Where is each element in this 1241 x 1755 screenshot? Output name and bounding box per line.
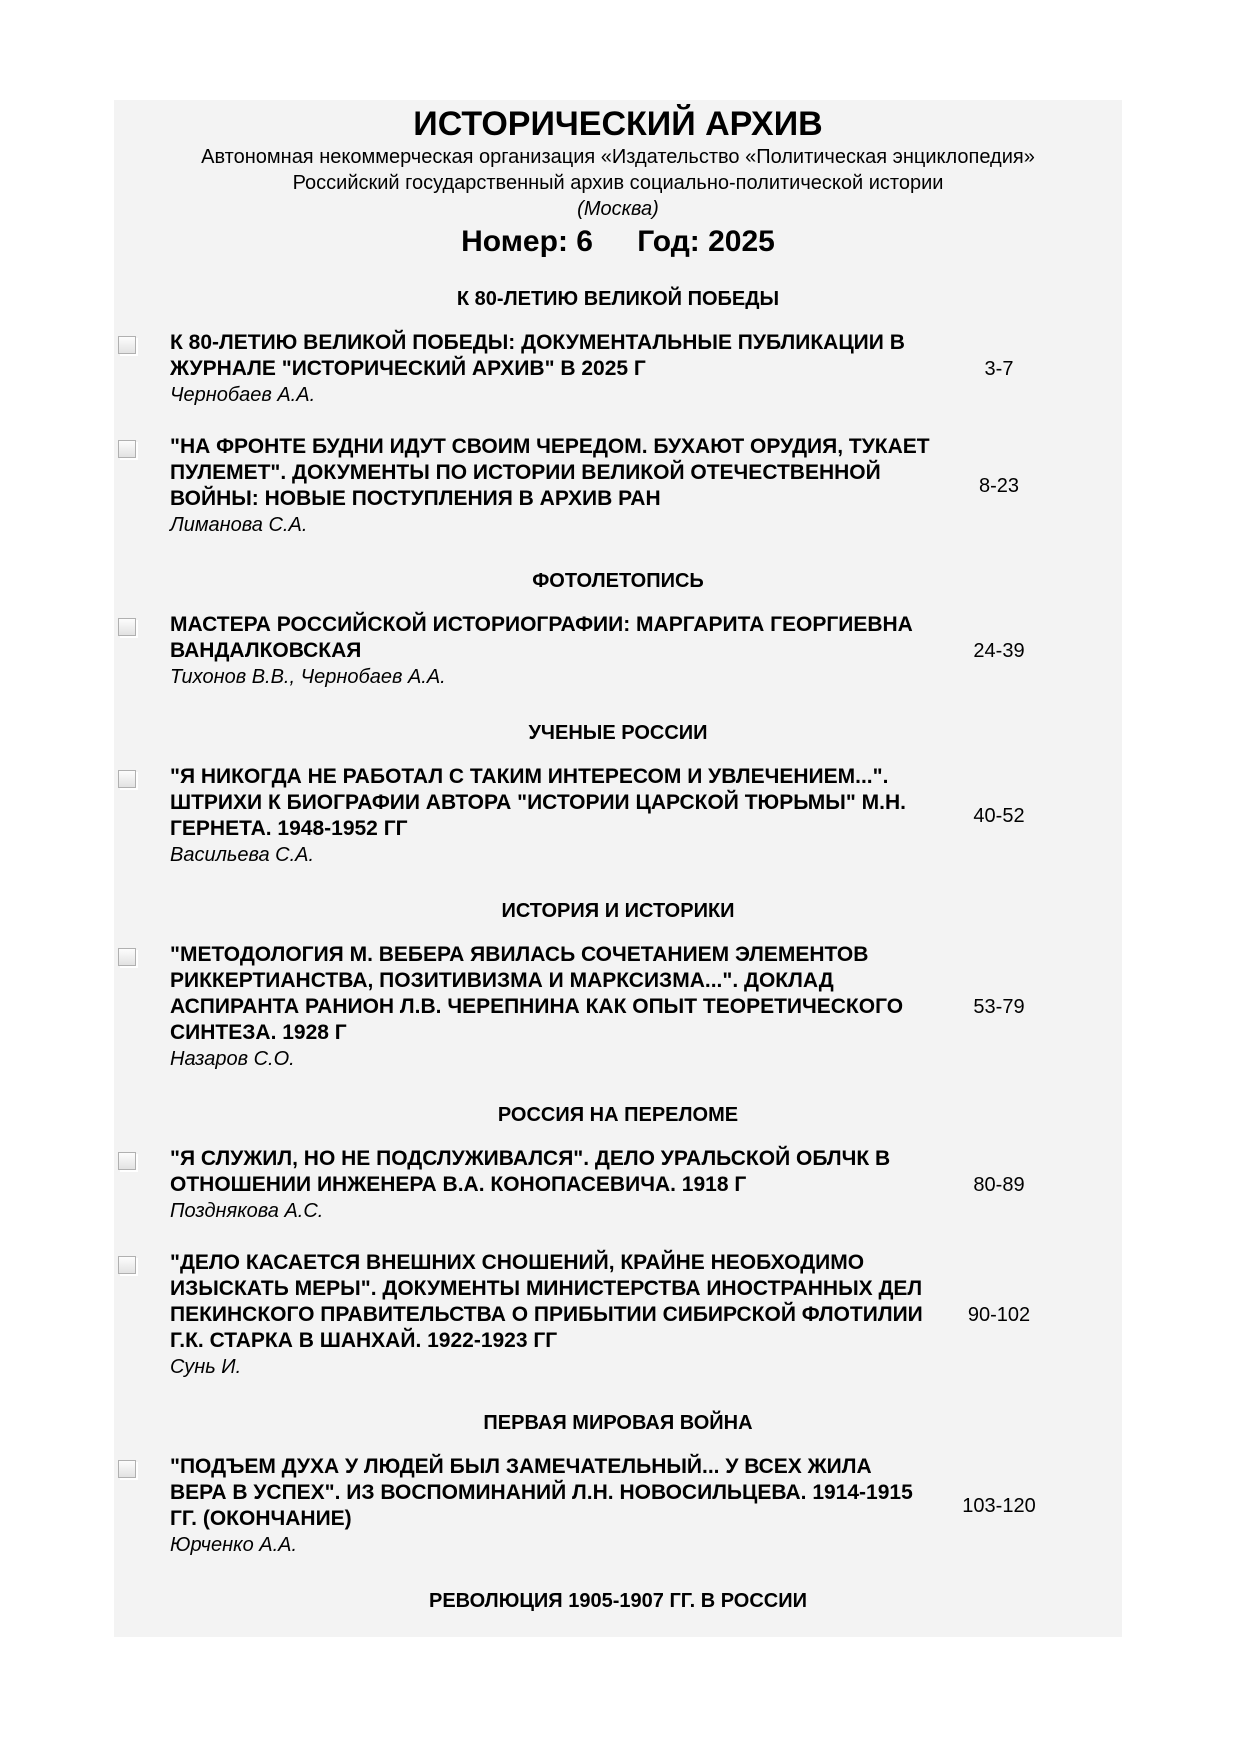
article-info (170, 1146, 930, 1224)
article-authors: Васильева С.А. (170, 844, 315, 866)
issue-number: Номер: 6 (461, 225, 593, 258)
issue-info (114, 222, 1122, 262)
article-pages: 53-79 (973, 995, 1025, 1018)
article-pages: 103-120 (962, 1494, 1036, 1517)
article-info (170, 330, 930, 408)
journal-header (114, 100, 1122, 222)
article-pages: 3-7 (984, 357, 1014, 380)
section-heading: РЕВОЛЮЦИЯ 1905-1907 ГГ. В РОССИИ (428, 1590, 808, 1612)
article-row (114, 1454, 1122, 1558)
article-row (114, 330, 1122, 408)
article-title[interactable]: "ПОДЪЕМ ДУХА У ЛЮДЕЙ БЫЛ ЗАМЕЧАТЕЛЬНЫЙ... У ВСЕХ ЖИЛА ВЕРА В УСПЕХ". ИЗ ВОСПОМИНАНИЙ Л.Н. НОВОСИЛЬЦЕВА. 1914-1915 ГГ. (ОКОНЧАНИЕ) (170, 1455, 913, 1530)
section-heading: УЧЕНЫЕ РОССИИ (528, 722, 708, 744)
publisher-line-2: Российский государственный архив социально-политической истории (292, 172, 944, 194)
article-authors: Назаров С.О. (170, 1048, 295, 1070)
article-row (114, 764, 1122, 868)
article-authors: Позднякова А.С. (170, 1200, 324, 1222)
article-info (170, 434, 930, 538)
article-authors: Тихонов В.В., Чернобаев А.А. (170, 666, 446, 688)
article-title[interactable]: "Я СЛУЖИЛ, НО НЕ ПОДСЛУЖИВАЛСЯ". ДЕЛО УРАЛЬСКОЙ ОБЛЧК В ОТНОШЕНИИ ИНЖЕНЕРА В.А. КОНОПАСЕВИЧА. 1918 Г (170, 1147, 891, 1196)
section-heading: ИСТОРИЯ И ИСТОРИКИ (501, 900, 735, 922)
article-info (170, 942, 930, 1072)
article-authors: Юрченко А.А. (170, 1534, 298, 1556)
article-select-checkbox[interactable] (118, 440, 136, 458)
article-select-checkbox[interactable] (118, 1152, 136, 1170)
article-select-checkbox[interactable] (118, 948, 136, 966)
article-row (114, 1146, 1122, 1224)
journal-title: ИСТОРИЧЕСКИЙ АРХИВ (413, 105, 823, 143)
section-heading: К 80-ЛЕТИЮ ВЕЛИКОЙ ПОБЕДЫ (456, 288, 780, 310)
article-title[interactable]: МАСТЕРА РОССИЙСКОЙ ИСТОРИОГРАФИИ: МАРГАРИТА ГЕОРГИЕВНА ВАНДАЛКОВСКАЯ (170, 613, 913, 662)
publisher-line-1: Автономная некоммерческая организация «Издательство «Политическая энциклопедия» (201, 146, 1035, 168)
article-authors: Лиманова С.А. (170, 514, 308, 536)
article-row (114, 612, 1122, 690)
article-title[interactable]: "Я НИКОГДА НЕ РАБОТАЛ С ТАКИМ ИНТЕРЕСОМ И УВЛЕЧЕНИЕМ...". ШТРИХИ К БИОГРАФИИ АВТОРА "ИСТОРИИ ЦАРСКОЙ ТЮРЬМЫ" М.Н. ГЕРНЕТА. 1948-1952 ГГ (170, 765, 906, 840)
article-pages: 90-102 (967, 1303, 1031, 1326)
article-row (114, 942, 1122, 1072)
article-pages: 24-39 (973, 639, 1025, 662)
section-heading: ПЕРВАЯ МИРОВАЯ ВОЙНА (483, 1412, 753, 1434)
article-title[interactable]: "МЕТОДОЛОГИЯ М. ВЕБЕРА ЯВИЛАСЬ СОЧЕТАНИЕМ ЭЛЕМЕНТОВ РИККЕРТИАНСТВА, ПОЗИТИВИЗМА И МАРКСИЗМА...". ДОКЛАД АСПИРАНТА РАНИОН Л.В. ЧЕРЕПНИНА КАК ОПЫТ ТЕОРЕТИЧЕСКОГО СИНТЕЗА. 1928 Г (170, 943, 904, 1044)
article-row (114, 434, 1122, 538)
article-row (114, 1250, 1122, 1380)
article-select-checkbox[interactable] (118, 1460, 136, 1478)
article-select-checkbox[interactable] (118, 770, 136, 788)
article-select-checkbox[interactable] (118, 618, 136, 636)
article-info (170, 612, 930, 690)
article-select-checkbox[interactable] (118, 336, 136, 354)
article-title[interactable]: "НА ФРОНТЕ БУДНИ ИДУТ СВОИМ ЧЕРЕДОМ. БУХАЮТ ОРУДИЯ, ТУКАЕТ ПУЛЕМЕТ". ДОКУМЕНТЫ ПО ИСТОРИИ ВЕЛИКОЙ ОТЕЧЕСТВЕННОЙ ВОЙНЫ: НОВЫЕ ПОСТУПЛЕНИЯ В АРХИВ РАН (170, 435, 930, 510)
article-authors: Чернобаев А.А. (170, 384, 316, 406)
section-heading: ФОТОЛЕТОПИСЬ (532, 570, 704, 592)
article-pages: 80-89 (973, 1173, 1025, 1196)
issue-year: Год: 2025 (637, 225, 775, 258)
section-heading: РОССИЯ НА ПЕРЕЛОМЕ (497, 1104, 739, 1126)
article-info (170, 1454, 930, 1558)
article-info (170, 764, 930, 868)
publisher-city: (Москва) (577, 198, 659, 220)
article-title[interactable]: "ДЕЛО КАСАЕТСЯ ВНЕШНИХ СНОШЕНИЙ, КРАЙНЕ НЕОБХОДИМО ИЗЫСКАТЬ МЕРЫ". ДОКУМЕНТЫ МИНИСТЕРСТВА ИНОСТРАННЫХ ДЕЛ ПЕКИНСКОГО ПРАВИТЕЛЬСТВА О ПРИБЫТИИ СИБИРСКОЙ ФЛОТИЛИИ Г.К. СТАРКА В ШАНХАЙ. 1922-1923 ГГ (170, 1251, 923, 1352)
article-title[interactable]: К 80-ЛЕТИЮ ВЕЛИКОЙ ПОБЕДЫ: ДОКУМЕНТАЛЬНЫЕ ПУБЛИКАЦИИ В ЖУРНАЛЕ "ИСТОРИЧЕСКИЙ АРХИВ" В 2025 Г (170, 331, 905, 380)
article-authors: Сунь И. (170, 1356, 242, 1378)
article-pages: 40-52 (973, 804, 1025, 827)
article-info (170, 1250, 930, 1380)
article-select-checkbox[interactable] (118, 1256, 136, 1274)
article-pages: 8-23 (978, 474, 1020, 497)
table-of-contents (114, 280, 1122, 1632)
